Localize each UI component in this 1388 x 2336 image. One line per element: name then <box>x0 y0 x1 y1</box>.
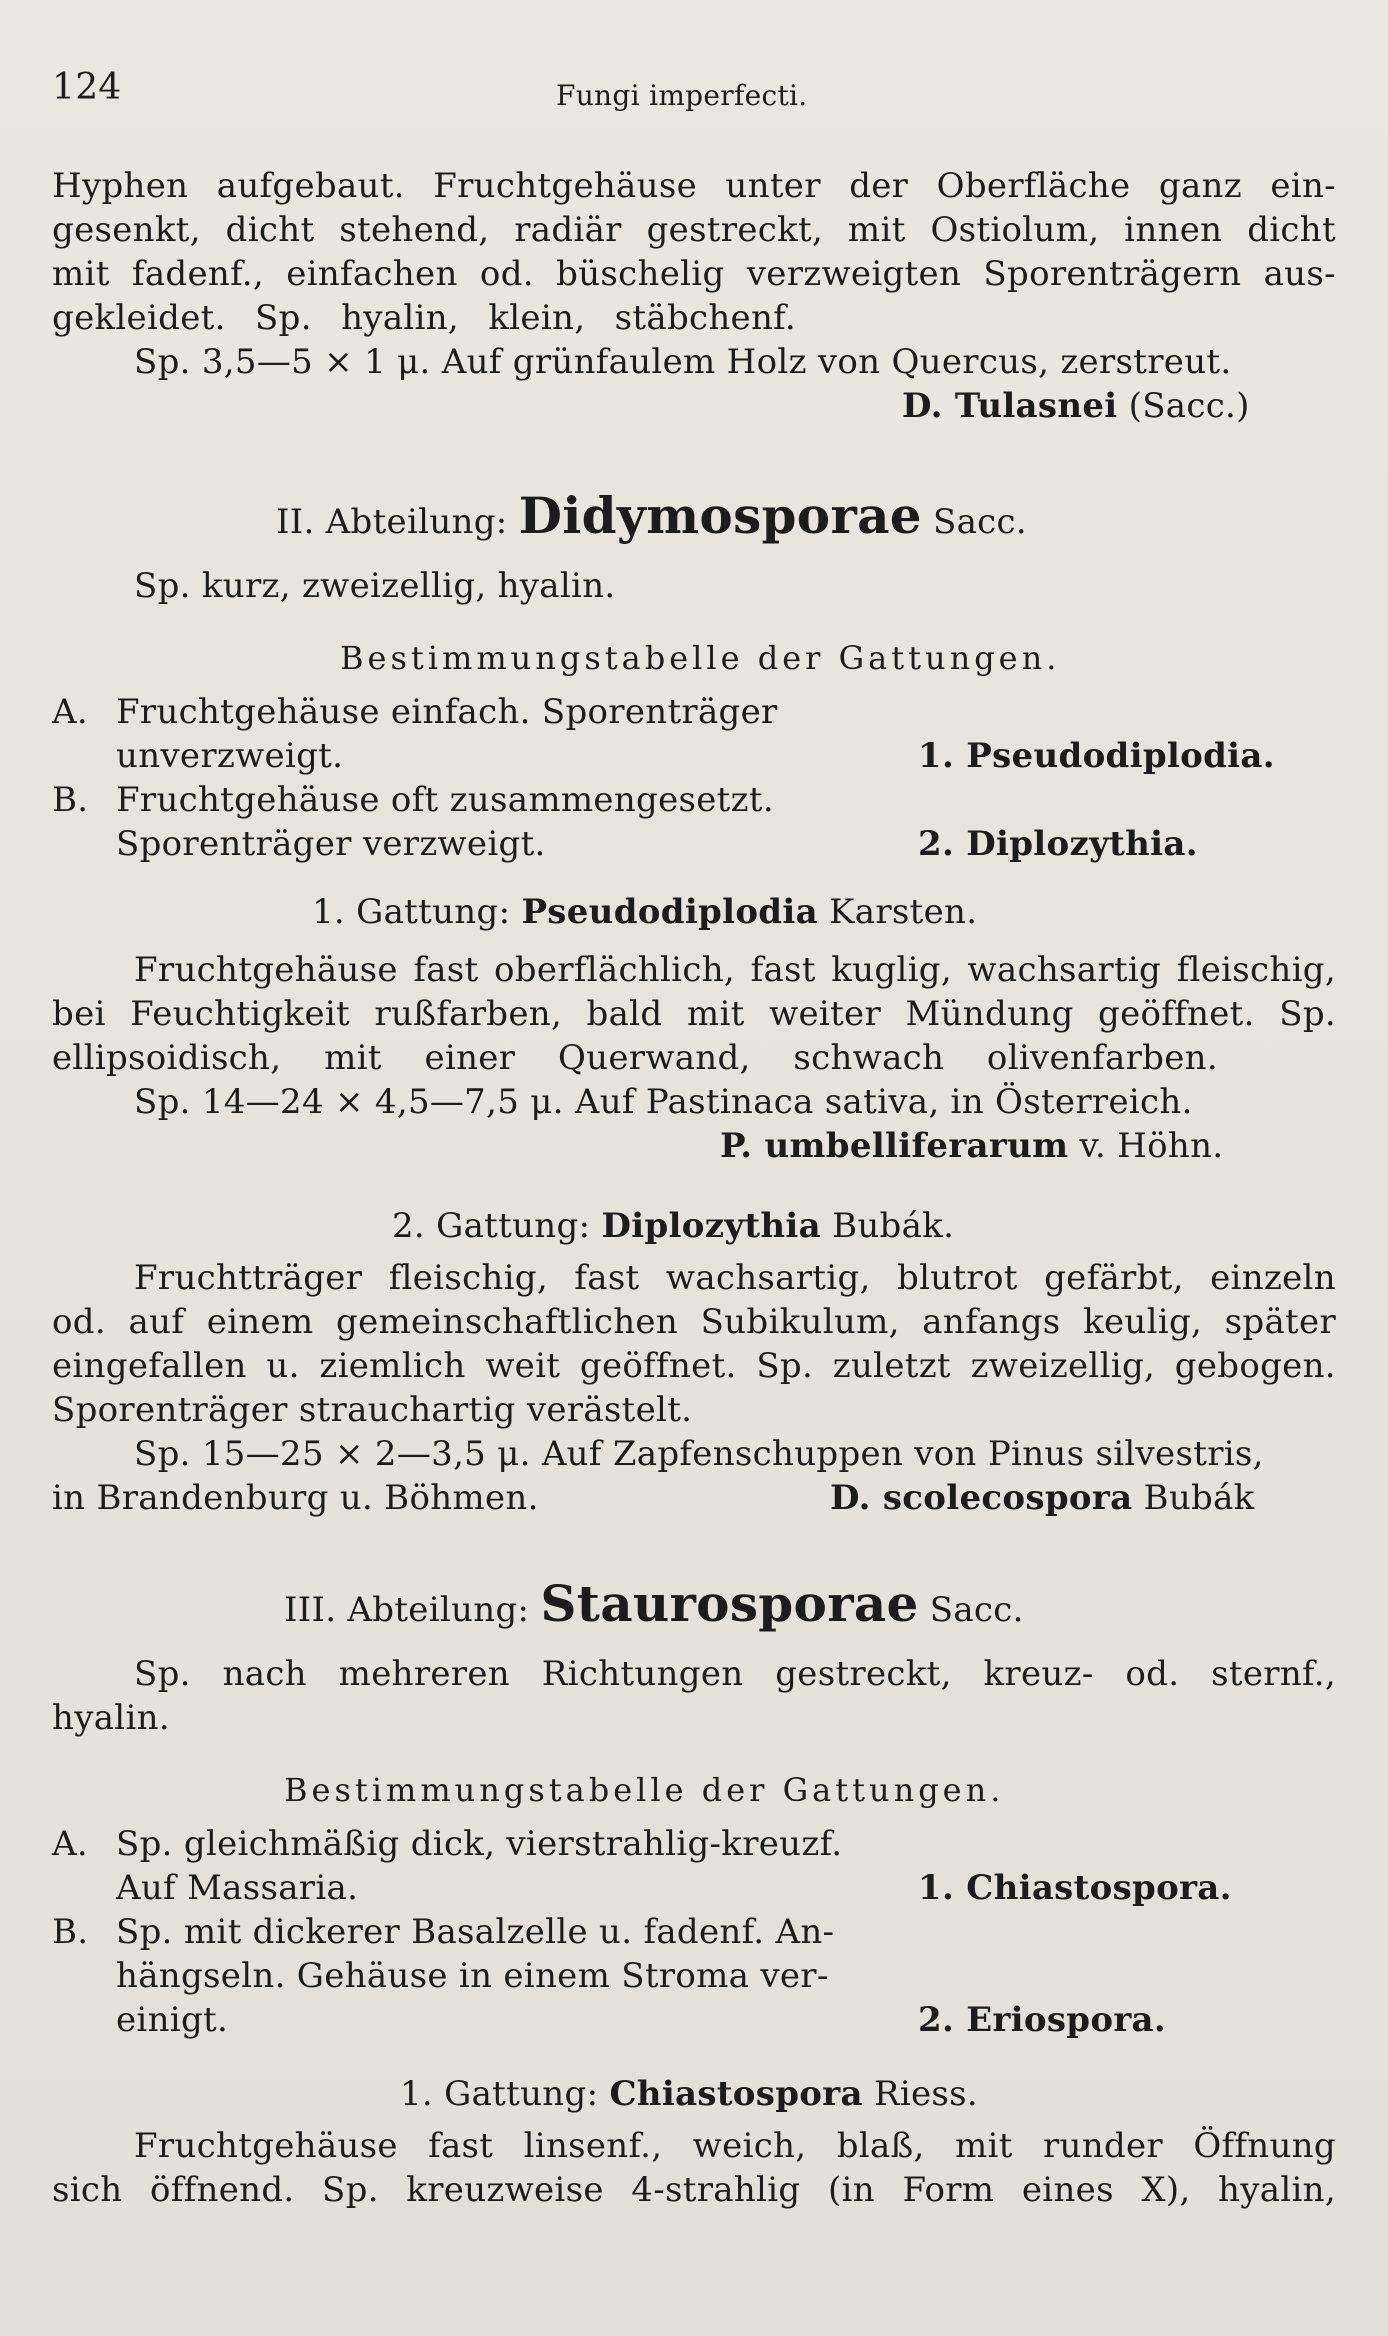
word: Fruchtgehäuse <box>134 950 398 990</box>
word: Sp. <box>134 1654 191 1694</box>
word: weiter <box>769 994 882 1034</box>
word: aufgebaut. <box>216 166 405 206</box>
word: aus- <box>1263 254 1336 294</box>
word: mit <box>954 2126 1013 2166</box>
species-author: (Sacc.) <box>1128 386 1250 426</box>
word: innen <box>1124 210 1223 250</box>
word: Mündung <box>905 994 1074 1034</box>
word: fast <box>574 1258 640 1298</box>
paragraph-line <box>134 1654 1336 1694</box>
word: dicht <box>1247 210 1336 250</box>
word: fadenf., <box>131 254 264 294</box>
species-name: D. Tulasnei <box>902 386 1118 426</box>
word: fleischig, <box>1176 950 1336 990</box>
key-result: 1. Pseudodiplodia. <box>918 736 1275 776</box>
word: (in <box>827 2170 875 2210</box>
paragraph-line <box>134 1258 1336 1298</box>
key-letter: B. <box>52 780 89 820</box>
word: hyalin, <box>1218 2170 1336 2210</box>
word: fast <box>413 950 479 990</box>
word: stehend, <box>339 210 490 250</box>
word: Richtungen <box>541 1654 744 1694</box>
word: od. <box>479 254 534 294</box>
word: ganz <box>1158 166 1242 206</box>
key-text: Fruchtgehäuse einfach. Sporenträger <box>116 692 778 732</box>
word: Ostiolum, <box>930 210 1100 250</box>
word: ellipsoidisch, <box>52 1038 282 1078</box>
running-title: Fungi imperfecti. <box>556 79 808 112</box>
paragraph-line <box>52 166 1336 206</box>
word: ein- <box>1270 166 1336 206</box>
section-prefix: III. Abteilung: <box>284 1590 530 1630</box>
word: öffnend. <box>149 2170 295 2210</box>
word: Sp. <box>322 2170 379 2210</box>
word: rußfarben, <box>374 994 563 1034</box>
genus-heading <box>312 892 977 932</box>
word: mehreren <box>338 1654 510 1694</box>
genus-author: Karsten. <box>829 892 978 932</box>
word: Öffnung <box>1193 2126 1336 2166</box>
word: wachsartig, <box>665 1258 871 1298</box>
word: auf <box>128 1302 185 1342</box>
key-text: hängseln. Gehäuse in einem Stroma ver- <box>116 1956 829 1996</box>
locality: in Brandenburg u. Böhmen. <box>52 1478 539 1518</box>
word: der <box>849 166 909 206</box>
species-name: D. scolecospora <box>830 1478 1133 1518</box>
word: zuletzt <box>832 1346 951 1386</box>
word: gebogen. <box>1174 1346 1336 1386</box>
word: radiär <box>514 210 622 250</box>
word: wachsartig <box>967 950 1162 990</box>
word: einfachen <box>286 254 458 294</box>
word: gekleidet. <box>52 298 226 338</box>
section-heading <box>284 1574 1024 1640</box>
paragraph-line: Sporenträger strauchartig verästelt. <box>52 1390 693 1430</box>
genus-name: Diplozythia <box>601 1206 821 1246</box>
paragraph-line <box>52 1346 1336 1386</box>
word: geöffnet. <box>579 1346 737 1386</box>
word: bald <box>586 994 663 1034</box>
key-title: Bestimmungstabelle der Gattungen. <box>284 1771 1005 1809</box>
key-result: 1. Chiastospora. <box>918 1868 1232 1908</box>
word: u. <box>266 1346 300 1386</box>
word: X), <box>1141 2170 1191 2210</box>
word: mit <box>324 1038 382 1078</box>
paragraph-line <box>134 2126 1336 2166</box>
word: od. <box>1125 1654 1180 1694</box>
key-text: Auf Massaria. <box>116 1868 359 1908</box>
key-text: Sp. gleichmäßig dick, vierstrahlig-kreuzf. <box>116 1824 843 1864</box>
key-text: Sporenträger verzweigt. <box>116 824 546 864</box>
paragraph-line <box>52 210 1336 250</box>
word: keulig, <box>1083 1302 1203 1342</box>
paragraph-line: hyalin. <box>52 1698 170 1738</box>
word: Fruchtgehäuse <box>134 2126 398 2166</box>
genus-heading <box>400 2074 978 2114</box>
word: unter <box>725 166 821 206</box>
word: fleischig, <box>388 1258 548 1298</box>
word: hyalin, <box>341 298 460 338</box>
word: mit <box>52 254 110 294</box>
word: Feuchtigkeit <box>130 994 351 1034</box>
word: schwach <box>793 1038 945 1078</box>
genus-prefix: 1. Gattung: <box>400 2074 599 2114</box>
word: verzweigten <box>746 254 962 294</box>
species-line <box>902 386 1250 426</box>
species-line <box>720 1126 1223 1166</box>
paragraph-line <box>134 950 1336 990</box>
key-result: 2. Eriospora. <box>918 2000 1167 2040</box>
species-author: v. Höhn. <box>1079 1126 1224 1166</box>
section-name: Didymosporae <box>518 486 922 545</box>
key-text: unverzweigt. <box>116 736 344 776</box>
word: einzeln <box>1210 1258 1336 1298</box>
word: Sp. <box>756 1346 814 1386</box>
word: eingefallen <box>52 1346 247 1386</box>
word: fast <box>750 950 816 990</box>
word: büschelig <box>556 254 725 294</box>
species-author: Bubák <box>1143 1478 1255 1518</box>
word: sternf., <box>1211 1654 1336 1694</box>
spore-measurement: Sp. 15—25 × 2—3,5 μ. Auf Zapfenschuppen von Pinus silvestris, <box>134 1434 1264 1474</box>
word: oberflächlich, <box>494 950 736 990</box>
word: Sp. <box>1279 994 1336 1034</box>
word: 4-strahlig <box>631 2170 801 2210</box>
genus-prefix: 1. Gattung: <box>312 892 511 932</box>
word: gestreckt, <box>646 210 824 250</box>
word: olivenfarben. <box>986 1038 1218 1078</box>
word: kreuz- <box>983 1654 1094 1694</box>
section-author: Sacc. <box>933 502 1027 542</box>
word: zweizellig, <box>970 1346 1156 1386</box>
section-name: Staurosporae <box>540 1574 919 1633</box>
paragraph-line <box>52 1302 1336 1342</box>
word: mit <box>847 210 906 250</box>
key-title: Bestimmungstabelle der Gattungen. <box>340 639 1061 677</box>
word: linsenf., <box>523 2126 663 2166</box>
section-description: Sp. kurz, zweizellig, hyalin. <box>134 566 616 606</box>
paragraph-line <box>52 298 796 338</box>
genus-name: Pseudodiplodia <box>521 892 818 932</box>
spore-measurement: Sp. 14—24 × 4,5—7,5 μ. Auf Pastinaca sativa, in Österreich. <box>134 1082 1193 1122</box>
section-author: Sacc. <box>929 1590 1024 1630</box>
section-prefix: II. Abteilung: <box>276 502 508 542</box>
word: weit <box>485 1346 561 1386</box>
word: ziemlich <box>319 1346 466 1386</box>
key-text: Fruchtgehäuse oft zusammengesetzt. <box>116 780 774 820</box>
word: gemeinschaftlichen <box>336 1302 679 1342</box>
word: Form <box>902 2170 995 2210</box>
word: weich, <box>692 2126 807 2166</box>
paragraph-line <box>52 1038 1218 1078</box>
word: Oberfläche <box>936 166 1131 206</box>
spore-measurement: Sp. 3,5—5 × 1 μ. Auf grünfaulem Holz von Quercus, zerstreut. <box>134 342 1232 382</box>
word: stäbchenf. <box>614 298 796 338</box>
word: gestreckt, <box>775 1654 952 1694</box>
word: klein, <box>488 298 586 338</box>
word: gesenkt, <box>52 210 201 250</box>
word: einem <box>206 1302 314 1342</box>
key-text: einigt. <box>116 2000 229 2040</box>
word: Fruchtträger <box>134 1258 363 1298</box>
key-letter: A. <box>52 692 88 732</box>
word: blutrot <box>897 1258 1018 1298</box>
word: Hyphen <box>52 166 189 206</box>
paragraph-line <box>52 994 1336 1034</box>
word: Fruchtgehäuse <box>433 166 697 206</box>
key-letter: B. <box>52 1912 89 1952</box>
word: eines <box>1021 2170 1114 2210</box>
word: Querwand, <box>557 1038 751 1078</box>
paragraph-line <box>52 2170 1336 2210</box>
page-number: 124 <box>52 67 122 108</box>
word: od. <box>52 1302 106 1342</box>
species-name: P. umbelliferarum <box>720 1126 1069 1166</box>
word: mit <box>686 994 745 1034</box>
word: bei <box>52 994 106 1034</box>
word: anfangs <box>922 1302 1061 1342</box>
paragraph-line <box>52 254 1336 294</box>
key-result: 2. Diplozythia. <box>918 824 1198 864</box>
word: kuglig, <box>831 950 952 990</box>
word: gefärbt, <box>1044 1258 1184 1298</box>
key-letter: A. <box>52 1824 88 1864</box>
section-heading <box>276 486 1027 552</box>
word: runder <box>1043 2126 1163 2166</box>
genus-heading <box>392 1206 954 1246</box>
word: fast <box>428 2126 494 2166</box>
word: blaß, <box>836 2126 925 2166</box>
key-text: Sp. mit dickerer Basalzelle u. fadenf. An- <box>116 1912 835 1952</box>
word: kreuzweise <box>406 2170 604 2210</box>
word: Sp. <box>255 298 312 338</box>
word: geöffnet. <box>1098 994 1255 1034</box>
genus-name: Chiastospora <box>609 2074 863 2114</box>
species-line <box>830 1478 1255 1518</box>
word: dicht <box>225 210 315 250</box>
word: Subikulum, <box>700 1302 900 1342</box>
word: nach <box>222 1654 307 1694</box>
word: einer <box>424 1038 516 1078</box>
word: Sporenträgern <box>983 254 1242 294</box>
genus-prefix: 2. Gattung: <box>392 1206 591 1246</box>
genus-author: Bubák. <box>832 1206 955 1246</box>
word: später <box>1224 1302 1336 1342</box>
word: sich <box>52 2170 123 2210</box>
genus-author: Riess. <box>873 2074 979 2114</box>
